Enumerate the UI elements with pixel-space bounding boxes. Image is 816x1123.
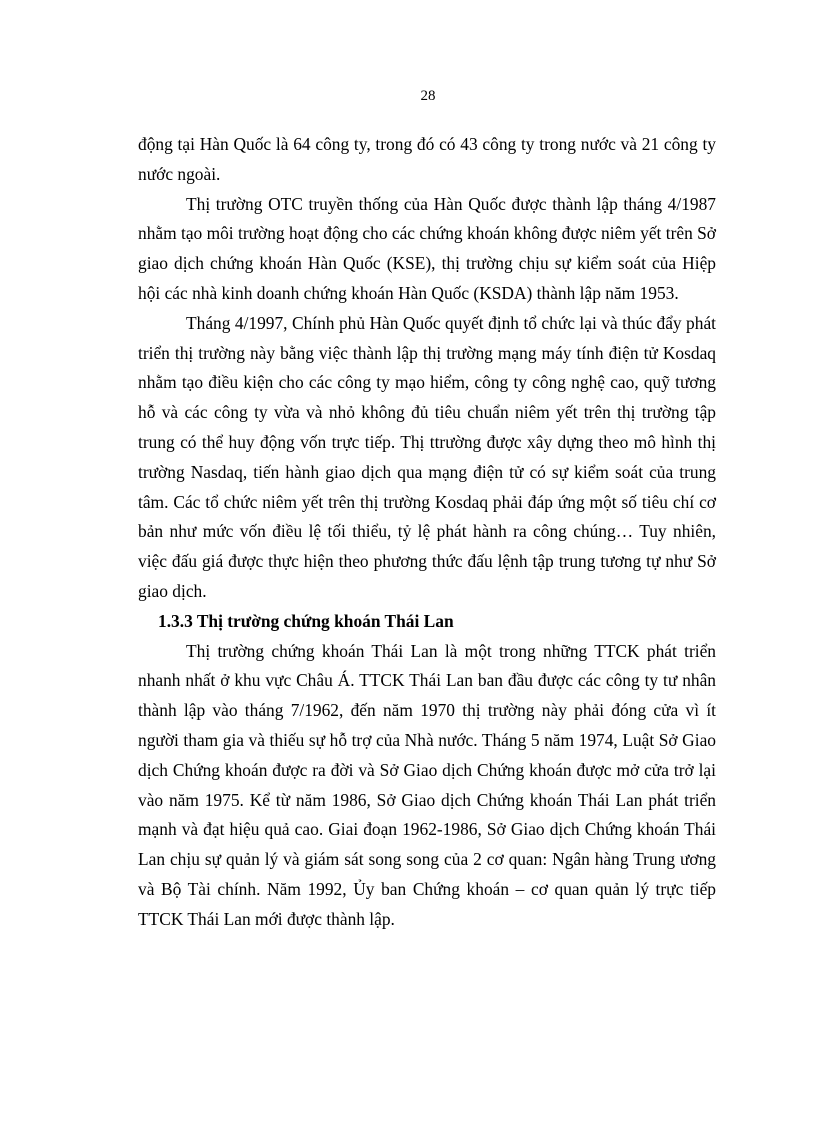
page-number: 28 xyxy=(420,88,436,104)
paragraph-kosdaq: Tháng 4/1997, Chính phủ Hàn Quốc quyết định tổ chức lại và thúc đẩy phát triển thị trường này bằng việc thành lập thị trường mạng máy tính điện tử Kosdaq nhằm tạo điều kiện cho các công ty mạo hiểm, công ty công nghệ cao, quỹ tương hỗ và các công ty vừa và nhỏ không đủ tiêu chuẩn niêm yết trên thị trường tập trung có thể huy động vốn trực tiếp. Thị ttrường được xây dựng theo mô hình thị trường Nasdaq, tiến hành giao dịch qua mạng điện tử có sự kiểm soát của trung tâm. Các tổ chức niêm yết trên thị trường Kosdaq phải đáp ứng một số tiêu chí cơ bản như mức vốn điều lệ tối thiểu, tỷ lệ phát hành ra công chúng… Tuy nhiên, việc đấu giá được thực hiện theo phương thức đấu lệnh tập trung tương tự như Sở giao dịch. xyxy=(138,312,716,601)
section-heading: 1.3.3 Thị trường chứng khoán Thái Lan xyxy=(158,610,454,631)
paragraph-otc-market: Thị trường OTC truyền thống của Hàn Quốc được thành lập tháng 4/1987 nhằm tạo môi trường hoạt động cho các chứng khoán không được niêm yết trên Sở giao dịch chứng khoán Hàn Quốc (KSE), thị trường chịu sự kiểm soát của Hiệp hội các nhà kinh doanh chứng khoán Hàn Quốc (KSDA) thành lập năm 1953. xyxy=(138,193,716,303)
paragraph-thailand-market: Thị trường chứng khoán Thái Lan là một trong những TTCK phát triển nhanh nhất ở khu vực Châu Á. TTCK Thái Lan ban đầu được các công ty tư nhân thành lập vào tháng 7/1962, đến năm 1970 thị trường này phải đóng cửa vì ít người tham gia và thiếu sự hỗ trợ của Nhà nước. Tháng 5 năm 1974, Luật Sở Giao dịch Chứng khoán được ra đời và Sở Giao dịch Chứng khoán được mở cửa trở lại vào năm 1975. Kể từ năm 1986, Sở Giao dịch Chứng khoán Thái Lan phát triển mạnh và đạt hiệu quả cao. Giai đoạn 1962-1986, Sở Giao dịch Chứng khoán Thái Lan chịu sự quản lý và giám sát song song của 2 cơ quan: Ngân hàng Trung ương và Bộ Tài chính. Năm 1992, Ủy ban Chứng khoán – cơ quan quản lý trực tiếp TTCK Thái Lan mới được thành lập. xyxy=(138,640,716,929)
page-body xyxy=(138,130,716,935)
paragraph-continuation: động tại Hàn Quốc là 64 công ty, trong đó có 43 công ty trong nước và 21 công ty nước ngoài. xyxy=(138,134,716,184)
